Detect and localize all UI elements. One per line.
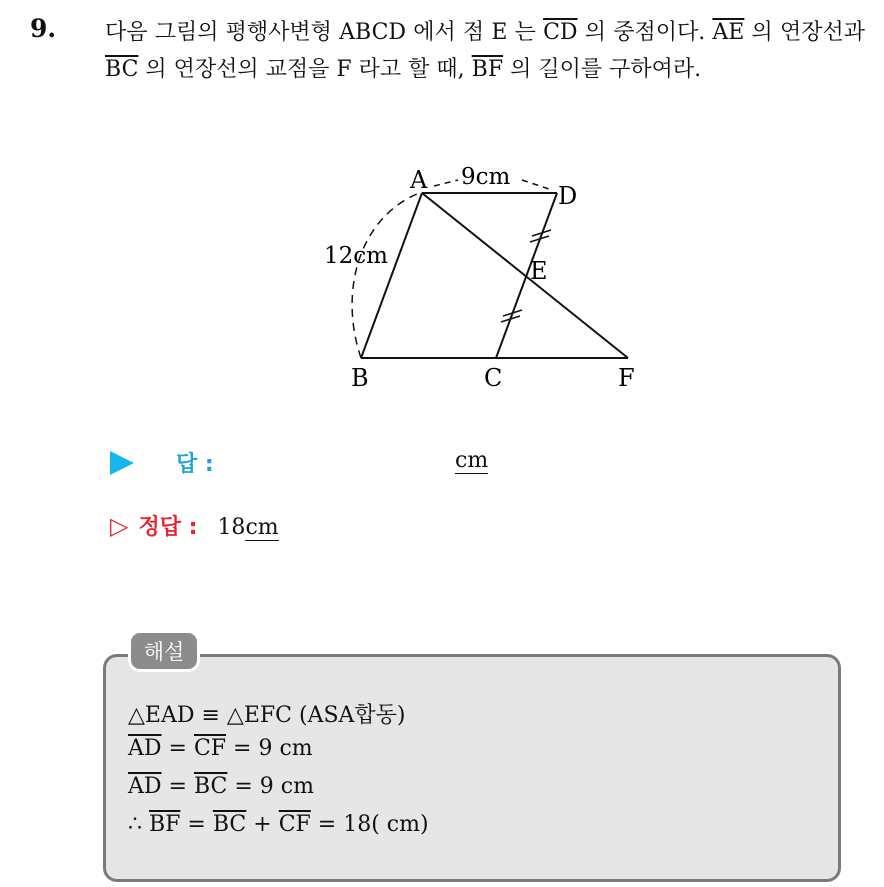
question-text: 다음 그림의 평행사변형 ABCD 에서 점 E 는 $\overline{CD}$ 의 중점이다. $\overline{AE}$ 의 연장선과 $\overline{BC}$ 의 연장선의 교점을 F 라고 할 때, $\overline{BF}$ 의 길이를 구하여라. <box>105 20 866 82</box>
solution-line-1: △EAD ≡ △EFC (ASA합동) <box>128 703 406 728</box>
segment-ae: $\overline{AE}$ <box>712 20 745 45</box>
correct-value: 18cm <box>217 515 279 540</box>
answer-row <box>110 447 214 478</box>
correct-label: 정답 : <box>138 515 198 540</box>
line-af <box>422 193 628 358</box>
answer-blank-unit[interactable]: cm <box>455 448 489 473</box>
solution-line-2: $\overline{AD} = \overline{CF} = 9$ cm <box>128 736 313 761</box>
answer-label: 답 : <box>176 452 214 477</box>
correct-answer-row <box>110 510 279 541</box>
parallelogram-figure <box>0 0 884 420</box>
dashed-top-left <box>434 180 458 186</box>
label-c: C <box>484 364 503 392</box>
solution-tab: 해설 <box>128 630 200 672</box>
dashed-top-right <box>522 180 552 190</box>
segment-cd: $\overline{CD}$ <box>543 20 578 45</box>
answer-triangle-icon <box>110 451 134 475</box>
side-ab <box>361 193 422 358</box>
question-number: 9. <box>30 14 57 43</box>
label-d: D <box>558 182 578 210</box>
label-ab-length: 12cm <box>324 243 388 269</box>
segment-bc: $\overline{BC}$ <box>105 57 139 82</box>
label-f: F <box>618 364 635 392</box>
solution-line-3: $\overline{AD} = \overline{BC} = 9$ cm <box>128 774 314 799</box>
segment-bf: $\overline{BF}$ <box>471 57 504 82</box>
solution-line-4: ∴ $\overline{BF} = \overline{BC} + \overline{CF} = 18$( cm) <box>128 812 429 837</box>
dashed-arc <box>352 192 422 358</box>
label-a: A <box>410 166 428 194</box>
solution-box <box>103 654 841 882</box>
correct-triangle-icon: ▷ <box>110 512 129 540</box>
label-e: E <box>530 257 548 285</box>
label-b: B <box>351 364 369 392</box>
label-ad-length: 9cm <box>461 164 511 190</box>
